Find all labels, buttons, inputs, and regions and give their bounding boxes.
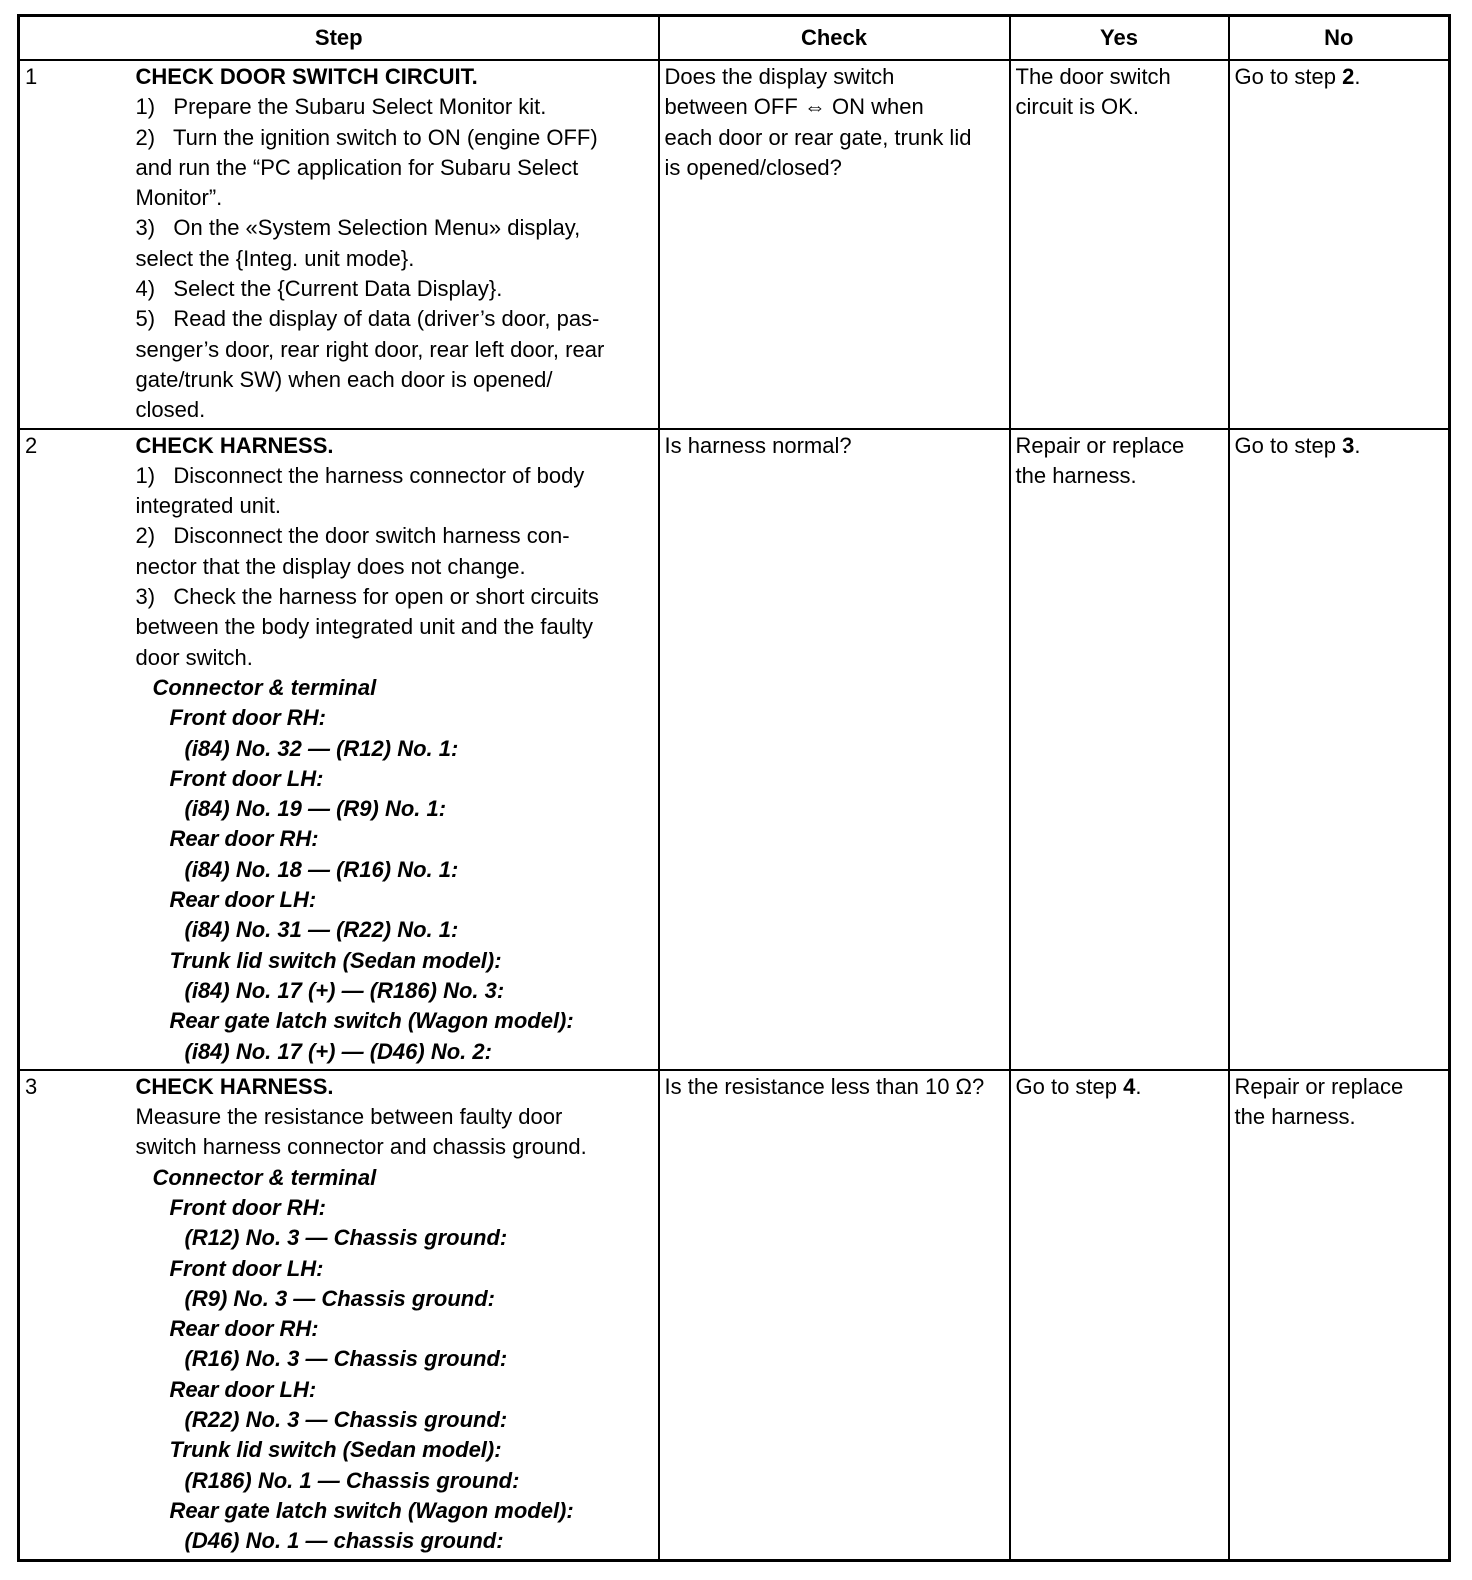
step-line: 1) Prepare the Subaru Select Monitor kit. [135,94,547,120]
check-line: between OFF ⇔ ON when [664,94,924,120]
step-line: (R12) No. 3 — Chassis ground: [184,1225,508,1251]
step-line: 1) Disconnect the harness connector of body [135,462,585,488]
check-question [659,1070,1010,1560]
no-line [1235,1102,1444,1132]
no-action [1229,60,1450,429]
step-line: senger’s door, rear right door, rear left door, rear [135,336,605,362]
step-line: door switch. [135,644,253,670]
table-row [19,429,1450,1070]
step-line: nector that the display does not change. [135,553,526,579]
step-line: (i84) No. 18 — (R16) No. 1: [184,856,459,882]
yes-text: Repair or replace [1015,432,1185,458]
yes-action [1010,429,1229,1070]
check-line: is opened/closed? [664,154,842,180]
step-line: gate/trunk SW) when each door is opened/ [135,366,553,392]
header-no: No [1229,16,1450,61]
step-reference: 3 [1342,432,1355,458]
step-line: Rear door LH: [169,1376,317,1402]
step-title: CHECK HARNESS. [135,1073,334,1099]
step-line: Monitor”. [135,185,223,211]
step-line: (R186) No. 1 — Chassis ground: [184,1467,520,1493]
step-line: 5) Read the display of data (driver’s door, pas- [135,306,600,332]
step-line: Measure the resistance between faulty door [135,1104,563,1130]
yes-action [1010,60,1229,429]
step-title: CHECK HARNESS. [135,432,334,458]
yes-line [1016,62,1223,92]
step-line: Connector & terminal [152,1164,377,1190]
step-line: Connector & terminal [152,674,377,700]
header-yes: Yes [1010,16,1229,61]
step-line: Front door RH: [169,1194,326,1220]
no-line [1235,62,1444,92]
no-action [1229,1070,1450,1560]
step-line: and run the “PC application for Subaru Select [135,154,579,180]
check-question [659,429,1010,1070]
no-line [1235,1072,1444,1102]
no-text: Go to step [1234,432,1343,458]
step-line: 4) Select the {Current Data Display}. [135,276,503,302]
punctuation: . [1354,64,1361,89]
yes-line [1016,1072,1223,1102]
step-line: closed. [135,397,206,423]
no-text: the harness. [1234,1104,1356,1130]
header-check: Check [659,16,1010,61]
no-action [1229,429,1450,1070]
step-line: Rear door LH: [169,887,317,913]
yes-text: circuit is OK. [1015,94,1139,120]
header-row [19,16,1450,61]
step-line: (i84) No. 17 (+) — (D46) No. 2: [184,1038,492,1064]
step-instructions [136,1070,659,1560]
step-instructions [136,60,659,429]
no-text: Go to step [1234,64,1343,89]
step-line: 2) Turn the ignition switch to ON (engine OFF) [135,124,598,150]
step-line: Trunk lid switch (Sedan model): [169,1437,502,1463]
check-question [659,60,1010,429]
header-step: Step [19,16,659,61]
step-line: (i84) No. 32 — (R12) No. 1: [184,735,459,761]
yes-text: the harness. [1015,462,1137,488]
step-line: Rear gate latch switch (Wagon model): [169,1497,574,1523]
step-line: select the {Integ. unit mode}. [135,245,415,271]
step-line: (D46) No. 1 — chassis ground: [184,1528,504,1554]
step-line: 2) Disconnect the door switch harness con- [135,523,570,549]
yes-line [1016,92,1223,122]
check-line: Is the resistance less than 10 Ω? [664,1073,985,1099]
table-row [19,60,1450,429]
step-line: integrated unit. [135,493,282,519]
step-line: 3) On the «System Selection Menu» display, [135,215,581,241]
no-line [1235,431,1444,461]
yes-line [1016,461,1223,491]
step-reference: 2 [1342,64,1355,89]
punctuation: . [1135,1073,1142,1099]
step-line: (R22) No. 3 — Chassis ground: [184,1407,508,1433]
step-line: Front door RH: [169,705,326,731]
step-line: switch harness connector and chassis ground. [135,1134,587,1160]
step-line: (R9) No. 3 — Chassis ground: [184,1285,495,1311]
yes-text: Go to step [1015,1073,1124,1099]
check-line: each door or rear gate, trunk lid [664,124,972,150]
yes-action [1010,1070,1229,1560]
yes-line [1016,431,1223,461]
step-line: (i84) No. 19 — (R9) No. 1: [184,796,447,822]
step-line: Rear gate latch switch (Wagon model): [169,1008,574,1034]
diagnostic-procedure-table [17,14,1451,1562]
step-line: Front door LH: [169,1255,324,1281]
step-number: 2 [19,429,136,1070]
step-number: 3 [19,1070,136,1560]
step-line: Rear door RH: [169,1316,319,1342]
step-line: between the body integrated unit and the faulty [135,614,593,640]
check-line: Is harness normal? [664,432,852,458]
step-line: (R16) No. 3 — Chassis ground: [184,1346,508,1372]
no-text: Repair or replace [1234,1073,1404,1099]
step-line: 3) Check the harness for open or short circuits [135,584,599,610]
step-instructions [136,429,659,1070]
step-line: Front door LH: [169,765,324,791]
check-line: Does the display switch [664,64,895,89]
punctuation: . [1354,432,1361,458]
step-reference: 4 [1123,1073,1136,1099]
step-number: 1 [19,60,136,429]
step-line: (i84) No. 17 (+) — (R186) No. 3: [184,977,505,1003]
step-title: CHECK DOOR SWITCH CIRCUIT. [135,64,478,89]
step-line: Rear door RH: [169,826,319,852]
table-row [19,1070,1450,1560]
yes-text: The door switch [1015,64,1171,89]
step-line: (i84) No. 31 — (R22) No. 1: [184,917,459,943]
step-line: Trunk lid switch (Sedan model): [169,947,502,973]
